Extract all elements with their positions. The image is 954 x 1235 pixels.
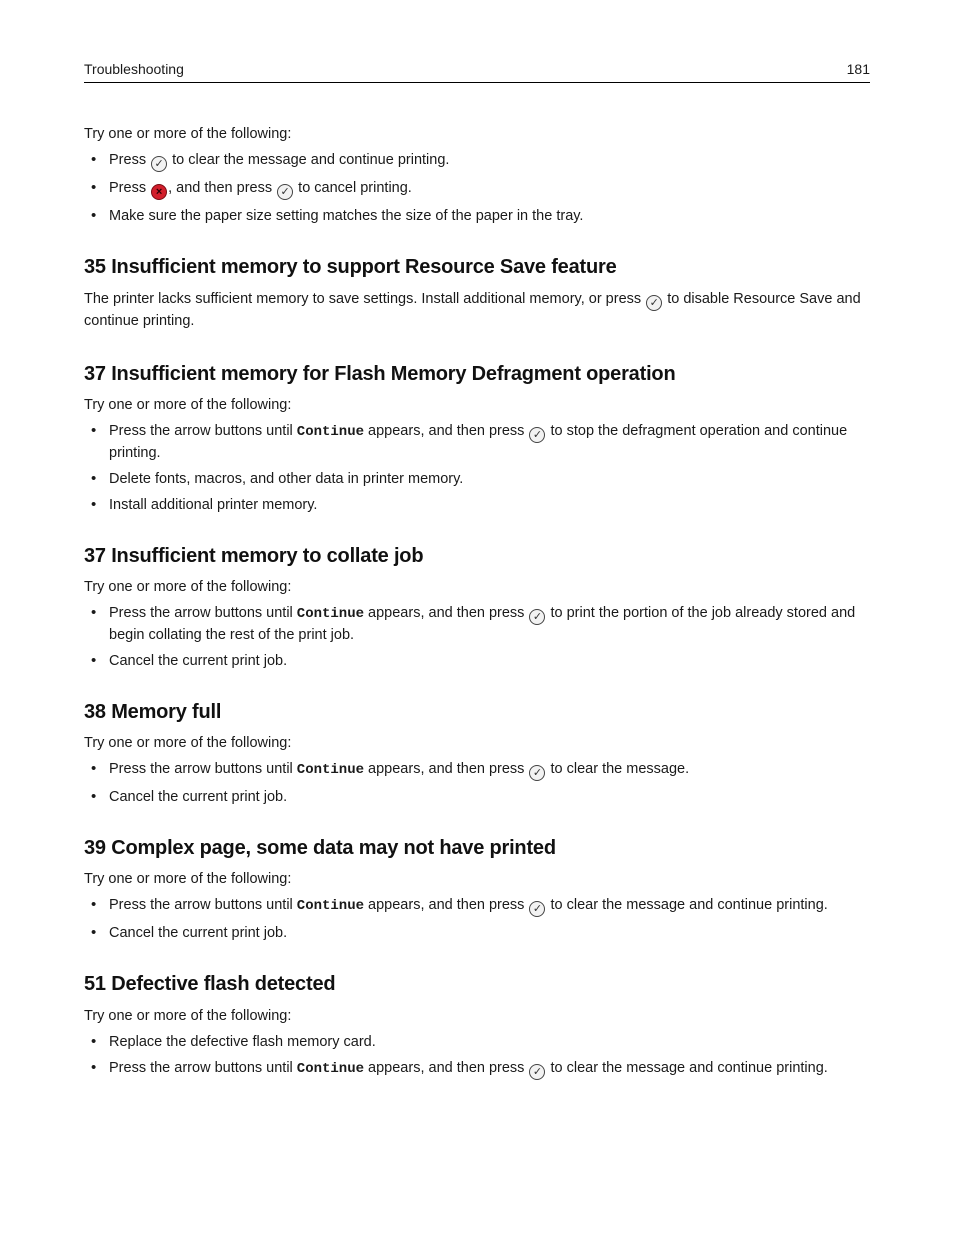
section-38 (84, 699, 874, 807)
page-body (84, 124, 874, 1086)
list-item: • Cancel the current print job. (84, 787, 874, 807)
section-title: 38 Memory full (84, 701, 222, 723)
list-item: • Press ✓ to clear the message and continue printing. (84, 150, 874, 172)
check-button-icon: ✓ (529, 765, 545, 781)
list-item: • Delete fonts, macros, and other data in printer memory. (84, 469, 874, 489)
header-page-number: 181 (846, 61, 870, 77)
section-37-flash (84, 361, 874, 515)
intro-lead: Try one or more of the following: (84, 126, 292, 142)
check-button-icon: ✓ (529, 609, 545, 625)
section-title: 51 Defective flash detected (84, 973, 336, 995)
list-item: • Make sure the paper size setting matches the size of the paper in the tray. (84, 206, 874, 226)
header-section: Troubleshooting (84, 61, 184, 77)
section-39 (84, 835, 874, 943)
list-item: • Cancel the current print job. (84, 651, 874, 671)
code-continue: Continue (296, 762, 365, 778)
list-item: • Press the arrow buttons until Continue appears, and then press ✓ to clear the message and continue printing. (84, 1058, 874, 1080)
check-button-icon: ✓ (529, 427, 545, 443)
check-button-icon: ✓ (529, 1064, 545, 1080)
check-button-icon: ✓ (646, 295, 662, 311)
list-item: • Press the arrow buttons until Continue appears, and then press ✓ to stop the defragment operation and continue printing. (84, 421, 874, 463)
section-37-collate (84, 543, 874, 671)
section-title: 39 Complex page, some data may not have printed (84, 837, 556, 859)
section-title: 35 Insufficient memory to support Resource Save feature (84, 256, 617, 278)
code-continue: Continue (296, 898, 365, 914)
list-item: • Press × , and then press ✓ to cancel printing. (84, 178, 874, 200)
section-title: 37 Insufficient memory for Flash Memory Defragment operation (84, 363, 676, 385)
list-item: • Press the arrow buttons until Continue appears, and then press ✓ to print the portion of the job already stored and begin collating the rest of the print job. (84, 603, 874, 645)
section-51 (84, 971, 874, 1080)
section-lead: Try one or more of the following: (84, 871, 292, 887)
section-35 (84, 254, 874, 331)
code-continue: Continue (296, 1061, 365, 1077)
check-button-icon: ✓ (277, 184, 293, 200)
list-item: • Replace the defective flash memory card. (84, 1032, 874, 1052)
check-button-icon: ✓ (529, 901, 545, 917)
list-item: • Press the arrow buttons until Continue appears, and then press ✓ to clear the message. (84, 759, 874, 781)
list-item: • Cancel the current print job. (84, 923, 874, 943)
section-lead: Try one or more of the following: (84, 1008, 292, 1024)
code-continue: Continue (296, 424, 365, 440)
page-header (84, 58, 870, 83)
section-lead: Try one or more of the following: (84, 579, 292, 595)
section-body: The printer lacks sufficient memory to save settings. Install additional memory, or press ✓ to disable Resource Save and continue printing. (84, 291, 861, 329)
section-lead: Try one or more of the following: (84, 397, 292, 413)
section-title: 37 Insufficient memory to collate job (84, 545, 424, 567)
list-item: • Press the arrow buttons until Continue appears, and then press ✓ to clear the message and continue printing. (84, 895, 874, 917)
section-lead: Try one or more of the following: (84, 735, 292, 751)
stop-button-icon: × (151, 184, 167, 200)
check-button-icon: ✓ (151, 156, 167, 172)
code-continue: Continue (296, 606, 365, 622)
intro-list (84, 150, 874, 226)
list-item: • Install additional printer memory. (84, 495, 874, 515)
